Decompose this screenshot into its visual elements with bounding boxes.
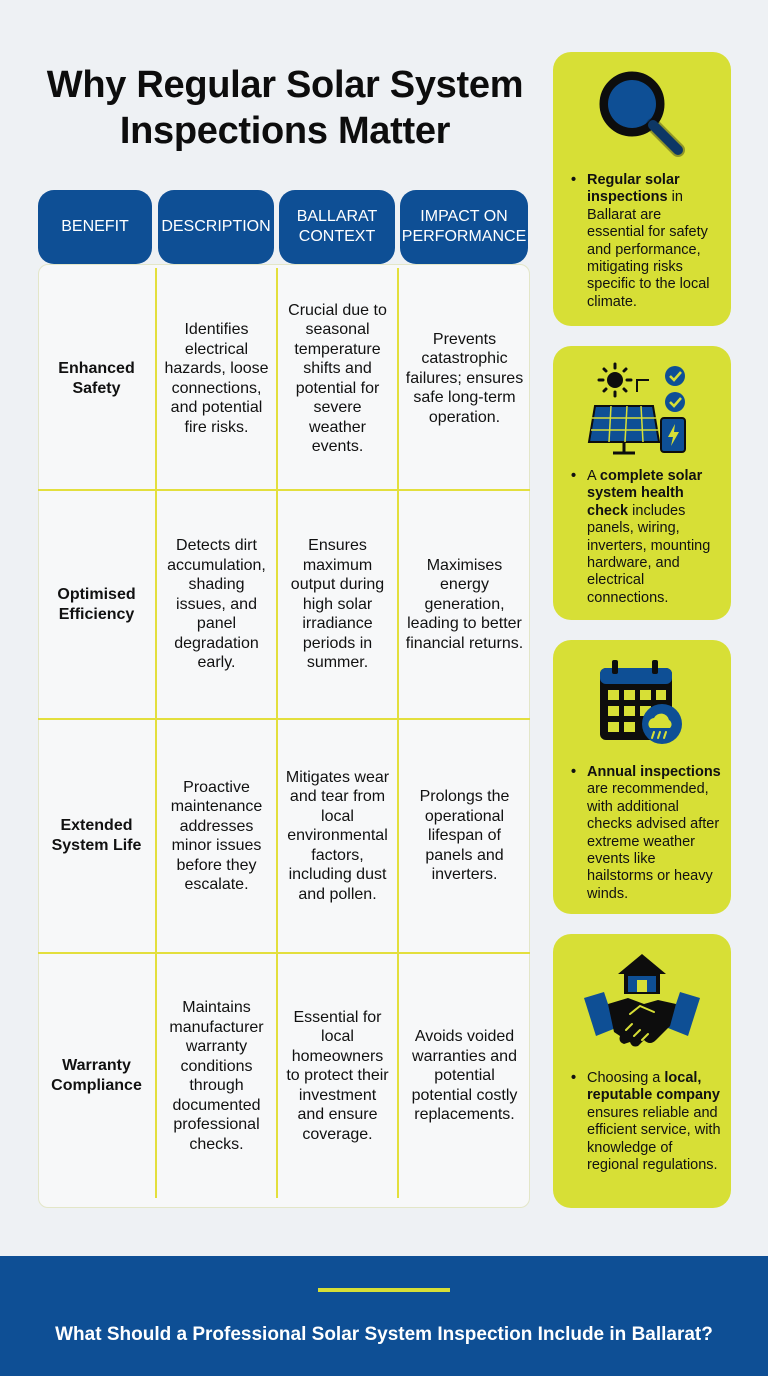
magnifier-icon (553, 66, 731, 162)
header-ballarat-context: BALLARAT CONTEXT (279, 190, 395, 264)
footer-banner (0, 1256, 768, 1376)
table-cell-context: Ensures maximum output during high solar irradiance periods in summer. (290, 537, 385, 672)
table-cell-impact: Prolongs the operational lifespan of panels and inverters. (419, 788, 510, 884)
table-cell-context: Essential for local homeowners to protect their investment and ensure coverage. (286, 1008, 389, 1143)
side-card-pre-text: A (587, 468, 600, 484)
table-cell-benefit: Warranty Compliance (51, 1057, 142, 1094)
side-card-bold-text: complete solar system health check (587, 468, 703, 519)
table-cell-benefit: Enhanced Safety (58, 359, 135, 397)
side-card-bold-text: Regular solar inspections (587, 172, 680, 206)
side-card-text (571, 468, 721, 607)
table-cell-impact: Avoids voided warranties and potential potential costly replacements. (411, 1028, 518, 1124)
table-cell-description: Detects dirt accumulation, shading issues, and panel degradation early. (167, 537, 266, 672)
header-description: DESCRIPTION (158, 190, 274, 264)
side-card-bold-text: Annual inspections (587, 764, 721, 780)
side-card-rest-text: are recommended, with additional checks advised after extreme weather events like hailstorms or heavy winds. (587, 781, 720, 902)
side-card-rest-text: ensures reliable and efficient service, with knowledge of regional regulations. (587, 1104, 721, 1174)
table-cell-description: Proactive maintenance addresses minor issues before they escalate. (170, 778, 263, 893)
side-card-bold-text: local, reputable company (587, 1070, 720, 1104)
side-card-text (571, 764, 721, 903)
side-card-health-check (553, 346, 731, 620)
table-cell-benefit: Extended System Life (51, 817, 142, 854)
page-title: Why Regular Solar System Inspections Matter (46, 64, 524, 152)
side-card-text (571, 1070, 721, 1174)
calendar-weather-icon (553, 658, 731, 750)
table-cell-context: Crucial due to seasonal temperature shifts and potential for severe weather events. (288, 301, 387, 455)
side-card-rest-text: includes panels, wiring, inverters, mounting hardware, and electrical connections. (587, 502, 711, 606)
side-card-local-company (553, 934, 731, 1208)
side-card-rest-text: in Ballarat are essential for safety and performance, mitigating risks specific to the local climate. (587, 189, 710, 310)
table-cell-benefit: Optimised Efficiency (57, 585, 136, 623)
side-card-inspections (553, 52, 731, 326)
side-card-annual (553, 640, 731, 914)
solar-panel-icon (553, 358, 731, 458)
benefits-table (38, 190, 530, 1208)
table-cell-context: Mitigates wear and tear from local environmental factors, including dust and pollen. (285, 768, 390, 903)
handshake-house-icon (553, 952, 731, 1056)
footer-heading: What Should a Professional Solar System Inspection Include in Ballarat? (55, 1324, 713, 1345)
table-cell-impact: Prevents catastrophic failures; ensures safe long-term operation. (405, 330, 524, 426)
header-benefit: BENEFIT (38, 190, 152, 264)
side-card-text (571, 172, 721, 311)
footer-accent-bar (318, 1288, 450, 1292)
table-cell-description: Maintains manufacturer warranty conditions through documented professional checks. (169, 999, 264, 1153)
side-card-pre-text: Choosing a (587, 1070, 665, 1086)
header-impact-on-performance: IMPACT ON PERFORMANCE (400, 190, 528, 264)
table-cell-description: Identifies electrical hazards, loose connections, and potential fire risks. (164, 321, 269, 436)
table-cell-impact: Maximises energy generation, leading to better financial returns. (405, 556, 524, 652)
